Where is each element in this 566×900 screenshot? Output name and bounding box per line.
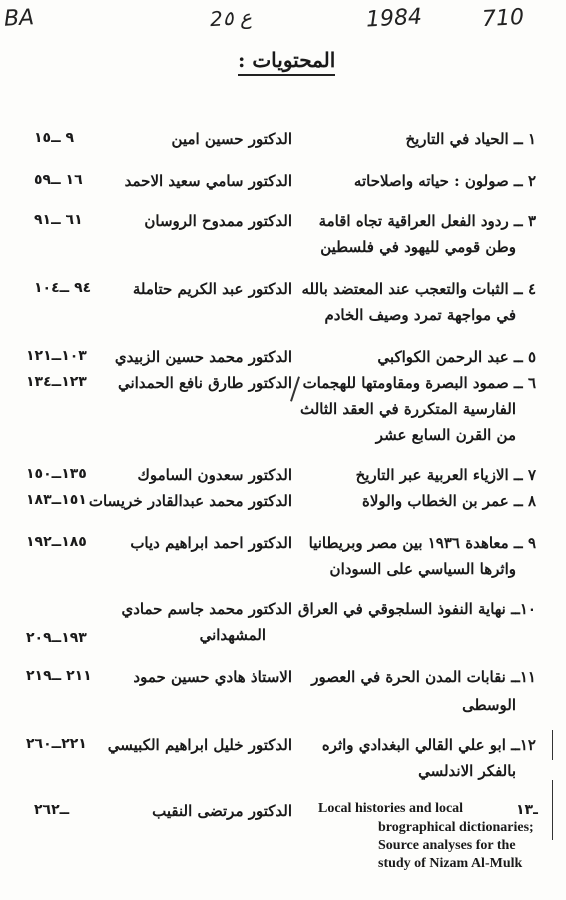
entry-pages: ١٥١ــ١٨٣ <box>26 492 87 508</box>
entry-title: ١ ــ الحياد في التاريخ <box>405 130 536 148</box>
handwritten-mark-number: 710 <box>481 4 525 33</box>
entry-title: ٣ ــ ردود الفعل العراقية تجاه اقامة <box>318 212 536 230</box>
entry-title-en-line4: study of Nizam Al-Mulk <box>378 856 523 871</box>
entry-title: ٧ ــ الازياء العربية عبر التاريخ <box>355 466 536 484</box>
entry-title-line3: من القرن السابع عشر <box>375 426 516 444</box>
entry-title-line2: في مواجهة تمرد وصيف الخادم <box>324 306 516 324</box>
entry-author: الدكتور محمد حسين الزبيدي <box>114 348 292 366</box>
page-title: المحتويات : <box>238 48 335 76</box>
entry-pages: ٩ ــ١٥ <box>34 130 75 146</box>
entry-title-line2: الوسطى <box>462 696 516 714</box>
entry-author: الدكتور سامي سعيد الاحمد <box>124 172 292 190</box>
entry-title-en-line1: Local histories and local <box>318 801 464 816</box>
entry-title-en-line3: Source analyses for the <box>378 838 516 853</box>
entry-author-line2: المشهداني <box>199 626 266 644</box>
entry-title: ٨ ــ عمر بن الخطاب والولاة <box>361 492 536 510</box>
entry-title: ٢ ــ صولون : حياته واصلاحاته <box>353 172 536 190</box>
handwritten-mark-issue: 2ع ٥ <box>209 4 253 32</box>
entry-title: ١١ــ نقابات المدن الحرة في العصور <box>311 668 536 686</box>
entry-title-line2: وطن قومي لليهود في فلسطين <box>320 238 516 256</box>
entry-author: الدكتور ممدوح الروسان <box>144 212 292 230</box>
entry-title: ٥ ــ عبد الرحمن الكواكبي <box>377 348 536 366</box>
entry-pages: ١٩٣ــ٢٠٩ <box>26 630 87 646</box>
entry-author: الدكتور مرتضى النقيب <box>152 802 292 820</box>
margin-mark <box>552 780 559 840</box>
margin-mark <box>552 730 559 760</box>
entry-title: ١٢ــ ابو علي القالي البغدادي واثره <box>321 736 536 754</box>
entry-pages: ١٠٣ــ١٢١ <box>26 348 87 364</box>
entry-title-en-line2: brographical dictionaries; <box>378 820 534 835</box>
entry-pages: ٢١١ ــ٢١٩ <box>26 668 92 684</box>
entry-pages: ــ٢٦٢ <box>34 802 70 818</box>
entry-author: الدكتور حسين امين <box>171 130 292 148</box>
entry-author: الدكتور محمد جاسم حمادي <box>121 600 292 618</box>
entry-author: الدكتور طارق نافع الحمداني <box>117 374 292 392</box>
entry-author: الاستاذ هادي حسين حمود <box>133 668 292 686</box>
entry-title: ٩ ــ معاهدة ١٩٣٦ بين مصر وبريطانيا <box>308 534 536 552</box>
entry-author: الدكتور عبد الكريم حتاملة <box>132 280 292 298</box>
entry-title: ٤ ــ الثبات والتعجب عند المعتضد بالله <box>301 280 536 298</box>
entry-number: ـ١٣ <box>516 802 538 818</box>
entry-author: الدكتور خليل ابراهيم الكبيسي <box>107 736 292 754</box>
entry-pages: ١٣٥ــ١٥٠ <box>26 466 87 482</box>
entry-pages: ١٨٥ــ١٩٢ <box>26 534 87 550</box>
handwritten-mark-year: 1984 <box>365 4 423 33</box>
entry-pages: ١٦ ــ٥٩ <box>34 172 83 188</box>
entry-title: ١٠ــ نهاية النفوذ السلجوقي في العراق <box>297 600 536 618</box>
entry-title: ٦ ــ صمود البصرة ومقاومتها للهجمات <box>302 374 536 392</box>
entry-author: الدكتور سعدون الساموك <box>137 466 292 484</box>
entry-author: الدكتور احمد ابراهيم دياب <box>130 534 292 552</box>
entry-title-line2: واثرها السياسي على السودان <box>329 560 516 578</box>
entry-title-line2: بالفكر الاندلسي <box>418 762 516 780</box>
entry-pages: ٢٢١ــ٢٦٠ <box>26 736 87 752</box>
entry-pages: ١٢٣ــ١٣٤ <box>26 374 87 390</box>
entry-pages: ٦١ ــ٩١ <box>34 212 83 228</box>
entry-pages: ٩٤ ــ١٠٤ <box>34 280 92 296</box>
entry-title-line2: الفارسية المتكررة في العقد الثالث <box>299 400 516 418</box>
handwritten-mark-ba: BA <box>3 5 35 32</box>
entry-author: الدكتور محمد عبدالقادر خريسات <box>88 492 292 510</box>
